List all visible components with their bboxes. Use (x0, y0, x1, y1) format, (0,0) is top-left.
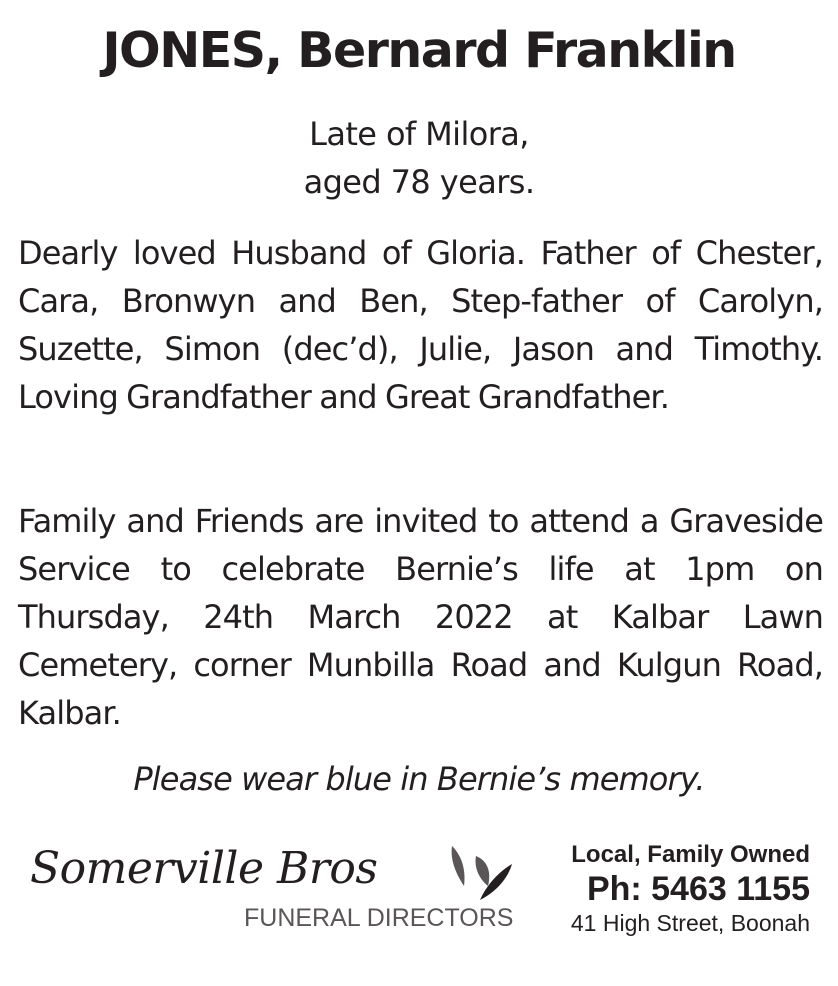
residence-age-block (0, 110, 838, 206)
residence-line: Late of Milora, (309, 115, 529, 153)
phone-number: Ph: 5463 1155 (586, 870, 810, 908)
leaf-icon (440, 842, 518, 904)
age-line: aged 78 years. (303, 163, 535, 201)
closing-note: Please wear blue in Bernie’s memory. (133, 760, 705, 798)
service-paragraph: Family and Friends are invited to attend a Graveside Service to celebrate Bernie’s life at 1pm on Thursday, 24th March 2022 at Kalbar Lawn Cemetery, corner Munbilla Road and Kulgun Road, Kalbar. (18, 502, 823, 732)
deceased-name: JONES, Bernard Franklin (102, 22, 736, 79)
contact-block (571, 840, 810, 938)
funeral-director-logo-name: Somerville Bros (30, 843, 378, 894)
tagline: Local, Family Owned (571, 841, 810, 868)
funeral-director-logo-subtitle: FUNERAL DIRECTORS (244, 904, 514, 932)
address: 41 High Street, Boonah (570, 910, 810, 936)
family-paragraph: Dearly loved Husband of Gloria. Father of Chester, Cara, Bronwyn and Ben, Step-father of Carolyn, Suzette, Simon (dec’d), Julie, Jason and Timothy. Loving Grandfather and Great Grandfather. (18, 234, 823, 416)
